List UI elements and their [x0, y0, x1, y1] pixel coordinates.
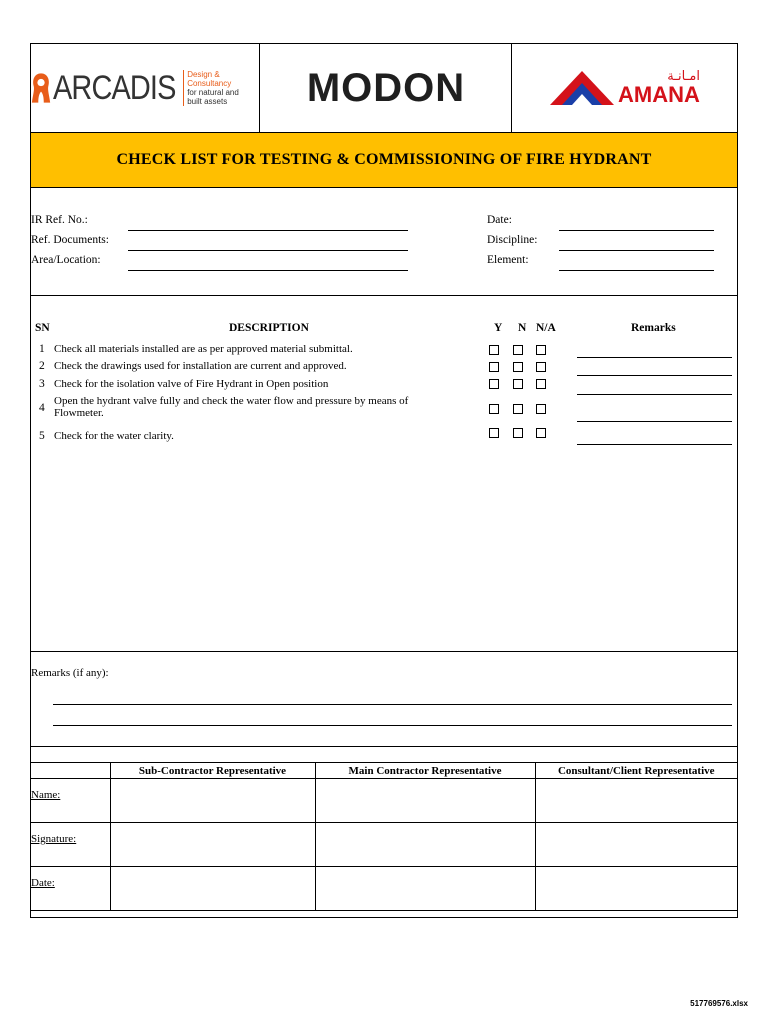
na-checkbox[interactable] [536, 345, 546, 355]
signature-label: Signature: [31, 823, 110, 867]
description-header: DESCRIPTION [229, 322, 309, 334]
main-contractor-signature-cell[interactable] [315, 823, 535, 867]
area-location-label: Area/Location: [31, 254, 101, 266]
item-description: Open the hydrant valve fully and check the water flow and pressure by means of Flowmeter. [54, 395, 409, 419]
arcadis-mark-icon [31, 70, 51, 106]
remarks-line[interactable] [53, 704, 732, 705]
main-contractor-header: Main Contractor Representative [315, 763, 535, 779]
amana-text: امـانـة AMANA [618, 69, 700, 107]
remarks-line[interactable] [53, 725, 732, 726]
sub-contractor-signature-cell[interactable] [110, 823, 315, 867]
item-sn: 5 [39, 430, 45, 442]
form-title: CHECK LIST FOR TESTING & COMMISSIONING OF FIRE HYDRANT [31, 133, 737, 187]
remarks-label: Remarks (if any): [31, 667, 109, 679]
main-contractor-date-cell[interactable] [315, 867, 535, 911]
item-remarks-field[interactable] [577, 421, 732, 422]
item-remarks-field[interactable] [577, 394, 732, 395]
main-contractor-name-cell[interactable] [315, 779, 535, 823]
item-description: Check the drawings used for installation are current and approved. [54, 360, 347, 372]
no-checkbox[interactable] [513, 379, 523, 389]
file-name: 517769576.xlsx [690, 999, 748, 1008]
discipline-label: Discipline: [487, 234, 538, 246]
divider [259, 44, 260, 133]
na-checkbox[interactable] [536, 404, 546, 414]
yes-checkbox[interactable] [489, 379, 499, 389]
yes-checkbox[interactable] [489, 404, 499, 414]
ref-documents-field[interactable] [128, 250, 408, 251]
arcadis-wordmark: ARCADIS [53, 68, 176, 107]
na-header: N/A [536, 322, 556, 334]
date-row [31, 867, 737, 911]
no-checkbox[interactable] [513, 428, 523, 438]
item-remarks-field[interactable] [577, 375, 732, 376]
sign-date-label: Date: [31, 867, 110, 911]
item-remarks-field[interactable] [577, 444, 732, 445]
arcadis-tagline: Design & Consultancy for natural and built assets [183, 70, 259, 106]
item-sn: 3 [39, 378, 45, 390]
signature-table [31, 762, 737, 911]
modon-wordmark: MODON [306, 65, 466, 110]
arcadis-logo [31, 44, 259, 132]
item-description: Check for the water clarity. [54, 430, 174, 442]
name-row [31, 779, 737, 823]
item-sn: 1 [39, 343, 45, 355]
area-location-field[interactable] [128, 270, 408, 271]
element-field[interactable] [559, 270, 714, 271]
divider [511, 44, 512, 133]
consultant-header: Consultant/Client Representative [535, 763, 737, 779]
item-sn: 2 [39, 360, 45, 372]
sub-contractor-date-cell[interactable] [110, 867, 315, 911]
ref-documents-label: Ref. Documents: [31, 234, 109, 246]
sub-contractor-header: Sub-Contractor Representative [110, 763, 315, 779]
na-checkbox[interactable] [536, 379, 546, 389]
amana-logo [513, 44, 737, 132]
consultant-signature-cell[interactable] [535, 823, 737, 867]
signature-header-row [31, 763, 737, 779]
no-checkbox[interactable] [513, 404, 523, 414]
remarks-header: Remarks [631, 322, 676, 334]
no-checkbox[interactable] [513, 362, 523, 372]
date-label: Date: [487, 214, 512, 226]
n-header: N [518, 322, 527, 334]
divider [31, 651, 737, 652]
consultant-name-cell[interactable] [535, 779, 737, 823]
item-sn: 4 [39, 402, 45, 414]
name-label: Name: [31, 779, 110, 823]
item-description: Check for the isolation valve of Fire Hydrant in Open position [54, 378, 329, 390]
consultant-date-cell[interactable] [535, 867, 737, 911]
yes-checkbox[interactable] [489, 345, 499, 355]
na-checkbox[interactable] [536, 362, 546, 372]
checklist-form [30, 43, 738, 918]
amana-triangle-icon [550, 69, 616, 107]
ir-ref-field[interactable] [128, 230, 408, 231]
item-description: Check all materials installed are as per approved material submittal. [54, 343, 353, 355]
divider [31, 187, 737, 188]
yes-checkbox[interactable] [489, 428, 499, 438]
na-checkbox[interactable] [536, 428, 546, 438]
sn-header: SN [35, 322, 50, 334]
item-remarks-field[interactable] [577, 357, 732, 358]
no-checkbox[interactable] [513, 345, 523, 355]
modon-logo [261, 44, 511, 132]
sub-contractor-name-cell[interactable] [110, 779, 315, 823]
date-field[interactable] [559, 230, 714, 231]
ir-ref-label: IR Ref. No.: [31, 214, 88, 226]
divider [31, 746, 737, 747]
element-label: Element: [487, 254, 529, 266]
blank-header [31, 763, 110, 779]
discipline-field[interactable] [559, 250, 714, 251]
yes-checkbox[interactable] [489, 362, 499, 372]
signature-row [31, 823, 737, 867]
y-header: Y [494, 322, 503, 334]
divider [31, 295, 737, 296]
